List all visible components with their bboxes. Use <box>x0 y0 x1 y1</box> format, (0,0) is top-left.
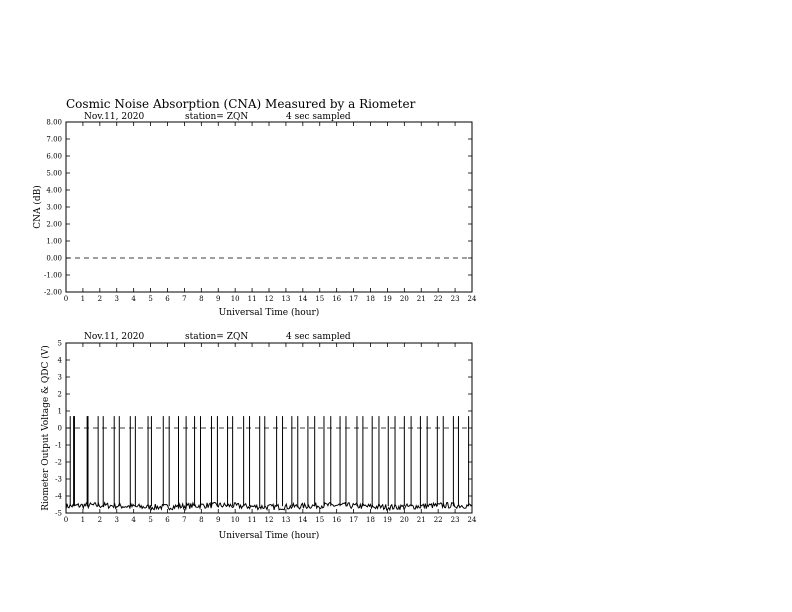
cna-plot-frame <box>66 122 472 292</box>
y-tick-label: 0 <box>57 424 62 433</box>
y-tick-label: -5 <box>55 509 62 518</box>
x-tick-label: 16 <box>332 516 342 524</box>
y-tick-label: -4 <box>55 492 62 501</box>
voltage-y-axis <box>55 340 472 518</box>
cna-header-date: Nov.11, 2020 <box>84 112 145 122</box>
y-tick-label: 5 <box>57 339 62 348</box>
x-tick-label: 2 <box>97 295 103 303</box>
voltage-header-station: station= ZQN <box>185 332 249 342</box>
x-tick-label: 14 <box>298 295 308 303</box>
x-tick-label: 19 <box>382 295 392 303</box>
x-tick-label: 21 <box>416 295 426 303</box>
x-tick-label: 7 <box>182 295 187 303</box>
cna-x-axis <box>64 122 477 303</box>
cna-x-axis-label: Universal Time (hour) <box>218 308 320 318</box>
x-tick-label: 20 <box>399 516 409 524</box>
x-tick-label: 11 <box>247 516 257 524</box>
x-tick-label: 9 <box>216 516 221 524</box>
x-tick-label: 6 <box>165 295 170 303</box>
cna-panel <box>32 112 477 318</box>
x-tick-label: 1 <box>80 516 86 524</box>
x-tick-label: 12 <box>264 295 274 303</box>
voltage-y-axis-label: Riometer Output Voltage & QDC (V) <box>41 345 51 511</box>
x-tick-label: 8 <box>199 516 204 524</box>
y-tick-label: 1.00 <box>46 237 62 246</box>
x-tick-label: 20 <box>399 295 409 303</box>
x-tick-label: 11 <box>247 295 257 303</box>
cna-y-axis-label: CNA (dB) <box>33 185 43 229</box>
x-tick-label: 5 <box>148 516 153 524</box>
x-tick-label: 3 <box>114 516 119 524</box>
x-tick-label: 22 <box>433 516 443 524</box>
x-tick-label: 22 <box>433 295 443 303</box>
voltage-x-axis-label: Universal Time (hour) <box>218 531 320 541</box>
x-tick-label: 2 <box>97 516 103 524</box>
voltage-spikes <box>70 416 468 506</box>
x-tick-label: 13 <box>281 295 291 303</box>
y-tick-label: 2.00 <box>46 220 62 229</box>
x-tick-label: 17 <box>349 516 359 524</box>
x-tick-label: 5 <box>148 295 153 303</box>
x-tick-label: 8 <box>199 295 204 303</box>
x-tick-label: 18 <box>366 295 375 303</box>
y-tick-label: 8.00 <box>46 118 62 127</box>
y-tick-label: 0.00 <box>46 254 62 263</box>
x-tick-label: 16 <box>332 295 342 303</box>
x-tick-label: 23 <box>450 295 460 303</box>
cna-header-station: station= ZQN <box>185 112 249 122</box>
x-tick-label: 0 <box>63 516 69 524</box>
x-tick-label: 15 <box>315 516 325 524</box>
x-tick-label: 12 <box>264 516 274 524</box>
y-tick-label: 7.00 <box>46 135 62 144</box>
voltage-header-date: Nov.11, 2020 <box>84 332 145 342</box>
y-tick-label: 2 <box>57 390 62 399</box>
x-tick-label: 14 <box>298 516 308 524</box>
cna-y-axis <box>44 119 472 297</box>
x-tick-label: 9 <box>216 295 221 303</box>
x-tick-label: 18 <box>366 516 375 524</box>
y-tick-label: -2 <box>55 458 62 467</box>
y-tick-label: 3 <box>57 373 62 382</box>
x-tick-label: 6 <box>165 516 170 524</box>
x-tick-label: 10 <box>230 516 240 524</box>
x-tick-label: 10 <box>230 295 240 303</box>
x-tick-label: 4 <box>131 516 136 524</box>
x-tick-label: 0 <box>63 295 69 303</box>
y-tick-label: 1 <box>57 407 62 416</box>
x-tick-label: 24 <box>467 516 477 524</box>
y-tick-label: 3.00 <box>46 203 62 212</box>
y-tick-label: -1 <box>55 441 62 450</box>
y-tick-label: -3 <box>55 475 62 484</box>
x-tick-label: 15 <box>315 295 325 303</box>
y-tick-label: -2.00 <box>44 288 62 297</box>
y-tick-label: 5.00 <box>46 169 62 178</box>
x-tick-label: 21 <box>416 516 426 524</box>
voltage-x-axis <box>64 343 477 524</box>
x-tick-label: 17 <box>349 295 359 303</box>
y-tick-label: 4.00 <box>46 186 62 195</box>
y-tick-label: 4 <box>57 356 62 365</box>
voltage-header-sampling: 4 sec sampled <box>286 332 351 342</box>
x-tick-label: 7 <box>182 516 187 524</box>
x-tick-label: 13 <box>281 516 291 524</box>
x-tick-label: 23 <box>450 516 460 524</box>
x-tick-label: 1 <box>80 295 86 303</box>
x-tick-label: 19 <box>382 516 392 524</box>
x-tick-label: 3 <box>114 295 119 303</box>
voltage-panel <box>40 332 477 541</box>
y-tick-label: 6.00 <box>46 152 62 161</box>
y-tick-label: -1.00 <box>44 271 62 280</box>
x-tick-label: 4 <box>131 295 136 303</box>
x-tick-label: 24 <box>467 295 477 303</box>
cna-header-sampling: 4 sec sampled <box>286 112 351 122</box>
figure-title: Cosmic Noise Absorption (CNA) Measured by a Riometer <box>66 97 416 111</box>
